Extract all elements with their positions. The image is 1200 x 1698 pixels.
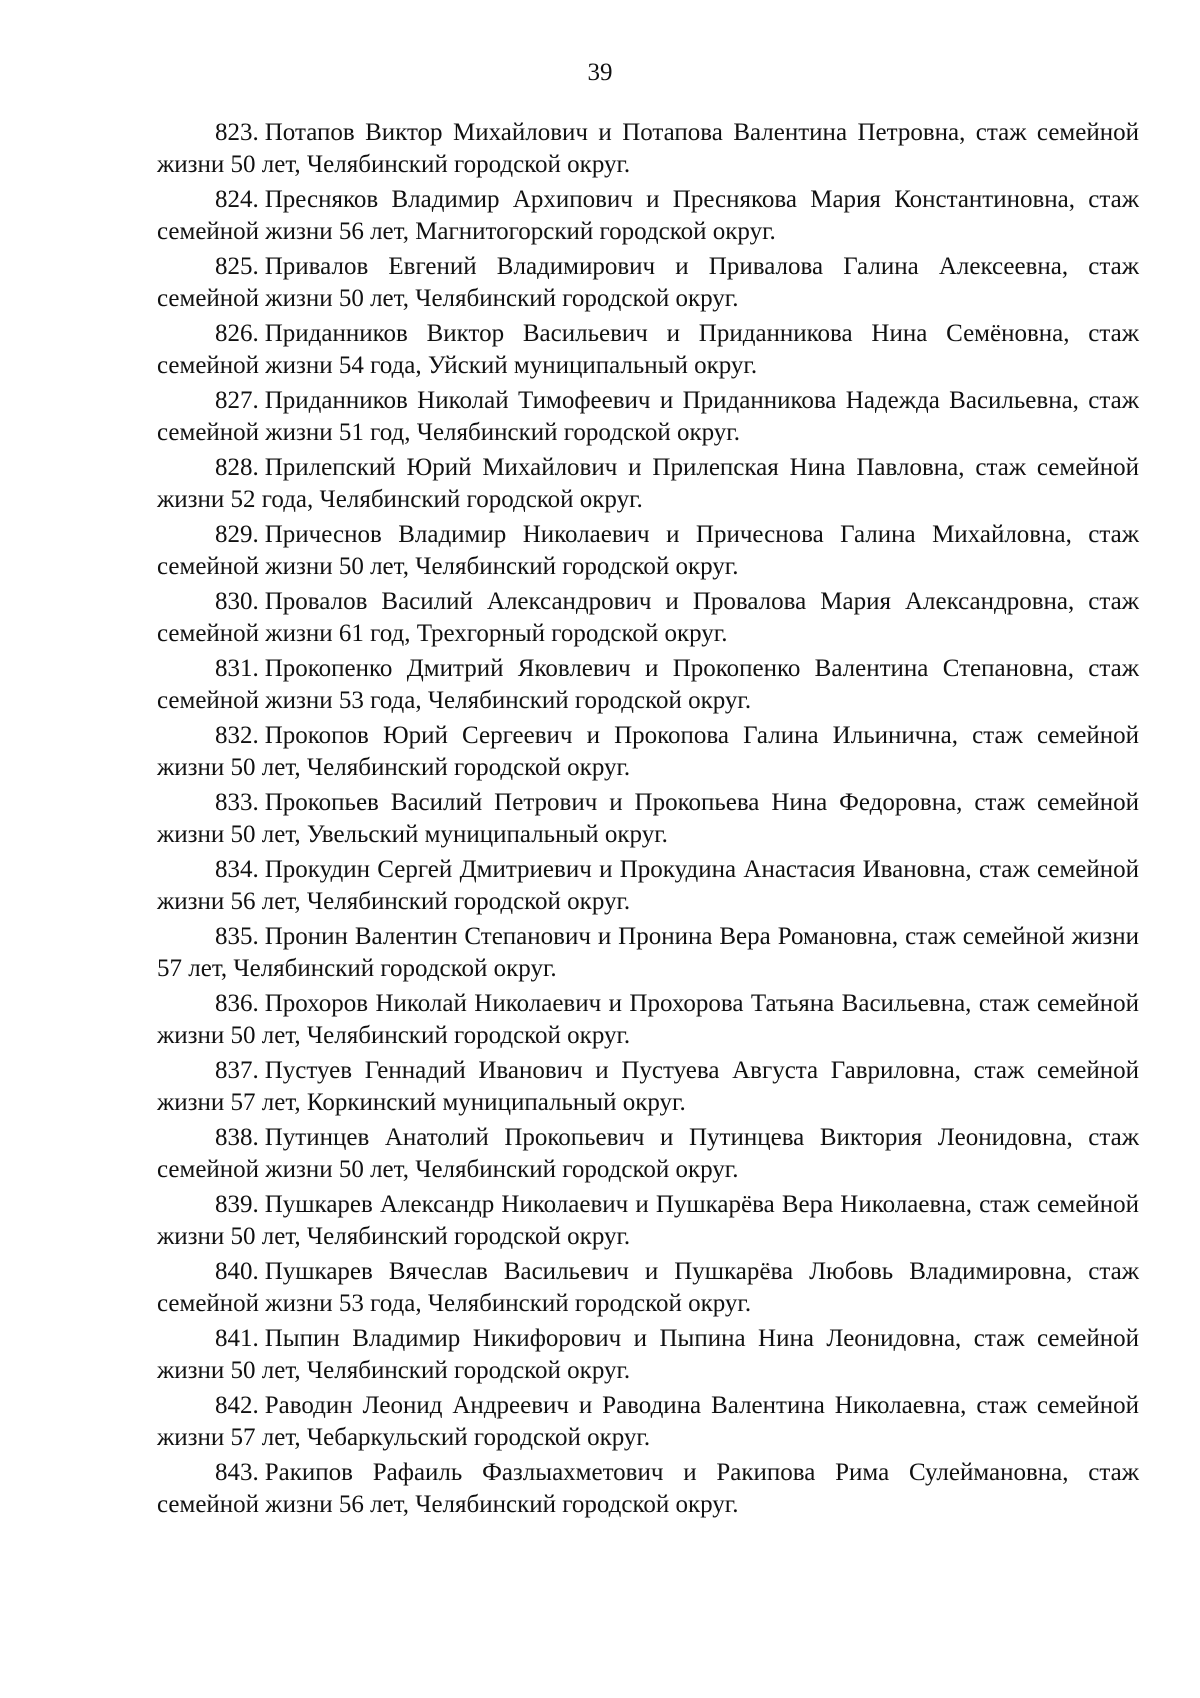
list-item [157, 184, 1139, 247]
list-item [157, 921, 1139, 984]
entry-number: 829. [215, 521, 259, 548]
list-item [157, 251, 1139, 314]
entry-text: Приданников Николай Тимофеевич и Приданникова Надежда Васильевна, стаж семейной жизни 51 год, Челябинский городской округ. [157, 387, 1139, 446]
entry-text: Прохоров Николай Николаевич и Прохорова Татьяна Васильевна, стаж семейной жизни 50 лет, Челябинский городской округ. [157, 990, 1139, 1049]
entry-number: 838. [215, 1124, 259, 1151]
list-item [157, 1457, 1139, 1520]
entry-text: Пресняков Владимир Архипович и Преснякова Мария Константиновна, стаж семейной жизни 56 лет, Магнитогорский городской округ. [157, 186, 1139, 245]
entry-number: 823. [215, 119, 259, 146]
entry-text: Прилепский Юрий Михайлович и Прилепская Нина Павловна, стаж семейной жизни 52 года, Челябинский городской округ. [157, 454, 1139, 513]
list-item [157, 1323, 1139, 1386]
list-item [157, 1256, 1139, 1319]
entry-text: Потапов Виктор Михайлович и Потапова Валентина Петровна, стаж семейной жизни 50 лет, Челябинский городской округ. [157, 119, 1139, 178]
entry-number: 831. [215, 655, 259, 682]
entry-number: 836. [215, 990, 259, 1017]
list-item [157, 1055, 1139, 1118]
entry-text: Причеснов Владимир Николаевич и Причеснова Галина Михайловна, стаж семейной жизни 50 лет, Челябинский городской округ. [157, 521, 1139, 580]
entry-number: 834. [215, 856, 259, 883]
entry-text: Прокопьев Василий Петрович и Прокопьева Нина Федоровна, стаж семейной жизни 50 лет, Увельский муниципальный округ. [157, 789, 1139, 848]
list-item [157, 586, 1139, 649]
list-item [157, 519, 1139, 582]
list-item [157, 452, 1139, 515]
entry-text: Прокопов Юрий Сергеевич и Прокопова Галина Ильинична, стаж семейной жизни 50 лет, Челябинский городской округ. [157, 722, 1139, 781]
entry-number: 832. [215, 722, 259, 749]
entry-text: Пустуев Геннадий Иванович и Пустуева Августа Гавриловна, стаж семейной жизни 57 лет, Коркинский муниципальный округ. [157, 1057, 1139, 1116]
entry-number: 837. [215, 1057, 259, 1084]
entry-number: 824. [215, 186, 259, 213]
page-number: 39 [587, 59, 613, 86]
entry-text: Провалов Василий Александрович и Провалова Мария Александровна, стаж семейной жизни 61 год, Трехгорный городской округ. [157, 588, 1139, 647]
entry-text: Привалов Евгений Владимирович и Привалова Галина Алексеевна, стаж семейной жизни 50 лет, Челябинский городской округ. [157, 253, 1139, 312]
list-item [157, 1390, 1139, 1453]
list-item [157, 720, 1139, 783]
entry-text: Приданников Виктор Васильевич и Приданникова Нина Семёновна, стаж семейной жизни 54 года, Уйский муниципальный округ. [157, 320, 1139, 379]
list-item [157, 385, 1139, 448]
entry-number: 840. [215, 1258, 259, 1285]
entry-number: 833. [215, 789, 259, 816]
entry-number: 839. [215, 1191, 259, 1218]
entry-text: Раводин Леонид Андреевич и Раводина Валентина Николаевна, стаж семейной жизни 57 лет, Чебаркульский городской округ. [157, 1392, 1139, 1451]
entry-number: 830. [215, 588, 259, 615]
entry-number: 843. [215, 1459, 259, 1486]
entry-number: 826. [215, 320, 259, 347]
entry-number: 842. [215, 1392, 259, 1419]
list-item [157, 787, 1139, 850]
entry-text: Ракипов Рафаиль Фазлыахметович и Ракипова Рима Сулеймановна, стаж семейной жизни 56 лет, Челябинский городской округ. [157, 1459, 1139, 1518]
list-item [157, 117, 1139, 180]
list-item [157, 653, 1139, 716]
entry-text: Путинцев Анатолий Прокопьевич и Путинцева Виктория Леонидовна, стаж семейной жизни 50 лет, Челябинский городской округ. [157, 1124, 1139, 1183]
entry-number: 827. [215, 387, 259, 414]
entry-number: 828. [215, 454, 259, 481]
entry-text: Прокудин Сергей Дмитриевич и Прокудина Анастасия Ивановна, стаж семейной жизни 56 лет, Челябинский городской округ. [157, 856, 1139, 915]
list-item [157, 1189, 1139, 1252]
entry-text: Пушкарев Александр Николаевич и Пушкарёва Вера Николаевна, стаж семейной жизни 50 лет, Челябинский городской округ. [157, 1191, 1139, 1250]
entry-number: 835. [215, 923, 259, 950]
entry-text: Пыпин Владимир Никифорович и Пыпина Нина Леонидовна, стаж семейной жизни 50 лет, Челябинский городской округ. [157, 1325, 1139, 1384]
list-item [157, 988, 1139, 1051]
list-item [157, 318, 1139, 381]
entry-list [157, 117, 1139, 1524]
entry-text: Пронин Валентин Степанович и Пронина Вера Романовна, стаж семейной жизни 57 лет, Челябинский городской округ. [157, 923, 1139, 982]
list-item [157, 1122, 1139, 1185]
entry-number: 825. [215, 253, 259, 280]
list-item [157, 854, 1139, 917]
entry-text: Прокопенко Дмитрий Яковлевич и Прокопенко Валентина Степановна, стаж семейной жизни 53 года, Челябинский городской округ. [157, 655, 1139, 714]
entry-text: Пушкарев Вячеслав Васильевич и Пушкарёва Любовь Владимировна, стаж семейной жизни 53 года, Челябинский городской округ. [157, 1258, 1139, 1317]
entry-number: 841. [215, 1325, 259, 1352]
